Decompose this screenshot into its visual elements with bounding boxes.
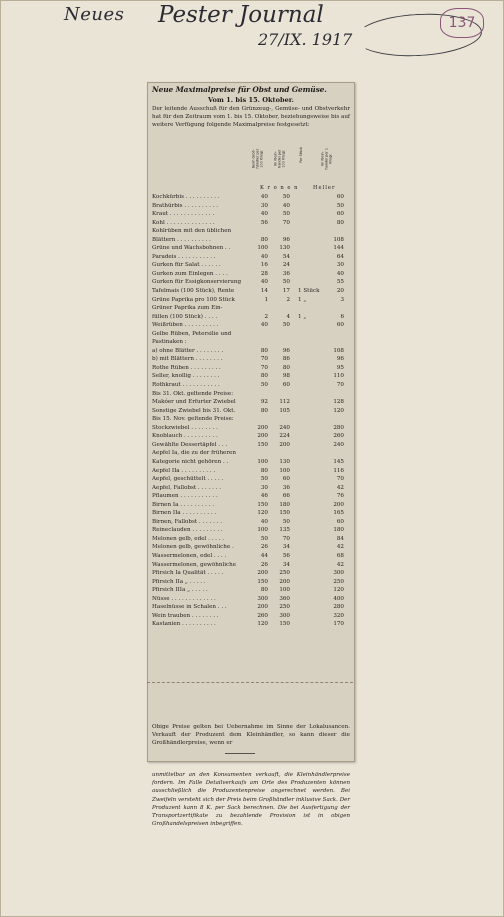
row-label: Kochkürbis . . . . . . . . . . [152,194,220,200]
row-label: Grüne und Wachsbohnen . . [152,245,231,252]
price-wholesale: 30 [260,484,268,491]
price-retail: 300 [279,612,290,619]
table-row [152,270,350,279]
price-retail-kg: 95 [336,364,344,371]
table-row [152,210,350,219]
price-wholesale: 100 [257,527,268,534]
price-retail: 130 [279,245,290,252]
price-retail: 40 [282,202,290,209]
table-row [152,424,350,433]
price-retail-kg: 260 [333,433,344,440]
row-label: Pastinaken : [152,339,187,346]
table-row [152,415,350,424]
price-retail: 70 [282,219,290,226]
table-row [152,193,350,202]
price-retail-kg: 84 [336,535,344,542]
row-label: Wein trauben . . . . . . . . [152,612,219,619]
price-wholesale: 40 [260,211,268,218]
price-retail-kg: 165 [333,510,344,517]
table-row [152,227,350,236]
price-wholesale: 40 [260,518,268,525]
price-retail: 50 [282,211,290,218]
price-retail: 135 [279,527,290,534]
row-label: Birnen, Fallobst . . . . . . . [152,518,223,525]
price-retail-kg: 70 [336,382,344,389]
price-per-piece: 1 „ [298,313,307,320]
column-head-wholesale: Beim Großhändler per 100 Kilogr. [251,148,263,169]
table-row [152,407,350,416]
price-retail: 250 [279,604,290,611]
price-retail-kg: 320 [333,612,344,619]
price-retail-kg: 120 [333,587,344,594]
price-wholesale: 46 [260,493,268,500]
table-row [152,355,350,364]
price-wholesale: 16 [260,262,268,269]
table-row [152,518,350,527]
row-label: Wassermelonen, edel . . . . [152,552,227,559]
price-wholesale: 1 [264,296,268,303]
price-retail-kg: 60 [336,322,344,329]
price-retail: 34 [282,561,290,568]
table-row [152,202,350,211]
row-label: Melonen gelb, edel . . . . . [152,535,225,542]
row-label: Makóer und Erfurter Zwiebel [152,399,236,406]
price-wholesale: 200 [257,604,268,611]
price-per-piece: 1 „ [298,296,307,303]
row-label: b) mit Blättern . . . . . . . . [152,356,223,363]
price-retail: 224 [279,433,290,440]
table-row [152,552,350,561]
row-label: Bis 31. Okt. geltende Preise: [152,390,234,397]
newspaper-clipping [147,82,355,828]
table-row [152,372,350,381]
price-wholesale: 260 [257,612,268,619]
price-retail-kg: 180 [333,527,344,534]
row-label: Knoblauch . . . . . . . . . . [152,433,218,440]
price-retail: 36 [282,270,290,277]
table-row [152,526,350,535]
row-label: Kraut . . . . . . . . . . . . . [152,211,215,218]
price-wholesale: 26 [260,544,268,551]
price-retail-kg: 145 [333,458,344,465]
price-retail-kg: 64 [336,253,344,260]
table-row [152,219,350,228]
row-label: Kohl . . . . . . . . . . . . . . [152,219,215,226]
table-row [152,578,350,587]
price-retail: 105 [279,407,290,414]
row-label: Pfirsich IIa „ . . . . . [152,578,206,585]
row-label: Aepfel IIa . . . . . . . . . . [152,467,216,474]
table-row [152,296,350,305]
row-label: Aepfel Ia, die zu der früheren [152,450,236,457]
price-retail: 200 [279,578,290,585]
price-retail-kg: 60 [336,194,344,200]
price-wholesale: 80 [260,236,268,243]
price-wholesale: 200 [257,570,268,577]
price-per-piece: 1 Stück [298,288,320,295]
row-label: Gurken für Essigkonservierung [152,279,242,286]
price-retail-kg: 200 [333,501,344,508]
price-retail-kg: 120 [333,407,344,414]
price-retail-kg: 50 [336,202,344,209]
price-wholesale: 100 [257,458,268,465]
price-wholesale: 200 [257,424,268,431]
table-row [152,612,350,621]
table-row [152,475,350,484]
table-row [152,287,350,296]
article-continuation: unmittelbar an den Konsumenten verkauft, die Kleinhändlerpreise fordern. Im Falle Detailverkaufs am Orte des Produzenten können ausschließlich die Produzentenpreise angerechnet werden. Bei Zweifeln versteht sich der Preis beim Großhändler inklusive Sack. Der Produzent kann 8 K. per Sack berechnen. Die bei Ausfertigung der Transportzertifikate zu bezahlende Provision ist in obigen Großhandelspreisen inbegriffen. [152,772,350,828]
price-wholesale: 80 [260,407,268,414]
price-wholesale: 92 [260,399,268,406]
row-label: Weißrüben . . . . . . . . . . [152,322,219,329]
table-row [152,449,350,458]
row-label: Gurken für Salat . . . . . . [152,262,221,269]
price-wholesale: 2 [264,313,268,320]
price-retail-kg: 128 [333,399,344,406]
price-retail: 4 [286,313,290,320]
price-retail-kg: 108 [333,347,344,354]
table-row [152,535,350,544]
row-label: Kastanien . . . . . . . . . . [152,621,216,628]
stamp-number: 137 [448,15,476,31]
table-row [152,313,350,322]
price-retail: 54 [282,253,290,260]
row-label: Brathürbis . . . . . . . . . . [152,202,219,209]
price-retail-kg: 110 [333,373,344,380]
price-retail: 60 [282,476,290,483]
price-wholesale: 40 [260,279,268,286]
price-retail-kg: 42 [336,544,344,551]
price-wholesale: 150 [257,501,268,508]
price-table [152,193,350,629]
price-wholesale: 100 [257,245,268,252]
price-retail: 100 [279,467,290,474]
row-label: Nüsse . . . . . . . . . . . . . [152,595,216,602]
handwritten-note-left: Neues [64,4,125,25]
clipping-join-line [147,682,353,761]
article-subhead: Vom 1. bis 15. Oktober. [208,96,294,104]
price-retail-kg: 42 [336,484,344,491]
price-retail: 60 [282,382,290,389]
price-retail-kg: 55 [336,279,344,286]
price-wholesale: 40 [260,194,268,200]
row-label: Pfirsich IIIa „ . . . . . [152,587,208,594]
price-retail: 200 [279,441,290,448]
column-head-per-piece: Per Stück [299,146,304,163]
price-wholesale: 150 [257,441,268,448]
price-wholesale: 70 [260,364,268,371]
row-label: Pfirsich Ia Qualität . . . . . [152,570,224,577]
price-wholesale: 30 [260,202,268,209]
price-retail: 360 [279,595,290,602]
row-label: Gelbe Rüben, Petersilie und [152,330,232,337]
price-wholesale: 120 [257,621,268,628]
price-retail-kg: 280 [333,424,344,431]
price-retail: 17 [282,288,290,295]
handwritten-newspaper-title: Pester Journal [158,2,324,28]
price-retail-kg: 240 [333,441,344,448]
table-row [152,304,350,313]
column-head-retail-kg: Im Kleinhandel per 1 Kilogr. [320,147,332,170]
price-retail: 50 [282,518,290,525]
handwritten-date: 27/IX. 1917 [258,30,353,49]
row-label: a) ohne Blätter . . . . . . . . [152,347,224,354]
row-label: Rothkraut . . . . . . . . . . . [152,382,220,389]
price-retail-kg: 76 [336,493,344,500]
article-outro: Obige Preise gelten bei Uebernahme im Sinne der Lokalusancen. Verkauft der Produzent dem Kleinhändler, so kann dieser die Großhändlerpreise, wenn er [152,724,350,747]
row-label: Aepfel, geschüttelt . . . . . [152,476,224,483]
price-retail: 70 [282,535,290,542]
table-row [152,484,350,493]
price-retail-kg: 60 [336,211,344,218]
row-label: Bis 15. Nov. geltende Preise: [152,416,234,423]
price-retail: 66 [282,493,290,500]
price-retail-kg: 108 [333,236,344,243]
table-row [152,586,350,595]
table-row [152,390,350,399]
price-retail-kg: 20 [336,288,344,295]
price-wholesale: 150 [257,578,268,585]
price-wholesale: 40 [260,322,268,329]
price-retail: 130 [279,458,290,465]
price-wholesale: 300 [257,595,268,602]
price-retail-kg: 300 [333,570,344,577]
price-retail: 86 [282,356,290,363]
table-row [152,278,350,287]
end-rule [225,753,255,754]
row-label: füllen (100 Stück) . . . . [152,313,218,320]
price-retail-kg: 116 [333,467,344,474]
price-retail-kg: 40 [336,270,344,277]
column-head-retail: Im Kleinhandel per 100 Kilogr. [273,149,285,168]
price-wholesale: 80 [260,347,268,354]
row-label: Grüner Paprika zum Ein- [152,305,223,312]
table-row [152,509,350,518]
table-row [152,244,350,253]
price-retail: 34 [282,544,290,551]
price-wholesale: 50 [260,382,268,389]
price-retail: 96 [282,347,290,354]
table-row [152,501,350,510]
price-wholesale: 28 [260,270,268,277]
row-label: Aepfel, Fallobst . . . . . . . [152,484,222,491]
table-row [152,330,350,339]
table-row [152,543,350,552]
row-label: Tafelmais (100 Stück), Rente [152,288,235,295]
price-retail-kg: 42 [336,561,344,568]
price-wholesale: 80 [260,373,268,380]
price-retail: 98 [282,373,290,380]
price-retail: 50 [282,279,290,286]
price-wholesale: 120 [257,510,268,517]
table-row [152,338,350,347]
table-row [152,261,350,270]
price-retail: 250 [279,570,290,577]
price-wholesale: 50 [260,535,268,542]
row-label: Kohlrüben mit den üblichen [152,228,232,235]
price-retail: 150 [279,510,290,517]
price-retail: 80 [282,364,290,371]
article-intro: Der leitende Ausschuß für den Grünzeug-, Gemüse- und Obstverkehr hat für den Zeitraum vom 1. bis 15. Oktober, beziehungsweise bis auf weitere Verfügung folgende Maximalpreise festgesetzt: [152,106,350,129]
price-wholesale: 14 [260,288,268,295]
table-row [152,467,350,476]
price-retail-kg: 250 [333,578,344,585]
table-row [152,569,350,578]
table-row [152,364,350,373]
table-row [152,595,350,604]
row-label: Birnen IIa . . . . . . . . . . [152,510,217,517]
row-label: Gurken zum Einlegen . . . . [152,270,228,277]
row-label: Grüne Paprika pro 100 Stück [152,296,235,303]
price-retail-kg: 80 [336,219,344,226]
price-retail: 150 [279,621,290,628]
table-row [152,620,350,629]
price-wholesale: 26 [260,561,268,568]
price-wholesale: 70 [260,356,268,363]
row-label: Kategorie nicht gehören . . [152,458,229,465]
price-wholesale: 56 [260,219,268,226]
table-row [152,347,350,356]
price-wholesale: 50 [260,476,268,483]
price-retail-kg: 170 [333,621,344,628]
price-wholesale: 40 [260,253,268,260]
table-row [152,432,350,441]
price-retail: 112 [279,399,290,406]
price-retail: 180 [279,501,290,508]
table-row [152,458,350,467]
price-retail: 240 [279,424,290,431]
price-retail-kg: 60 [336,518,344,525]
row-label: Wassermelonen, gewöhnliche [152,561,237,568]
price-retail-kg: 144 [333,245,344,252]
table-row [152,603,350,612]
row-label: Rothe Rüben . . . . . . . . . [152,364,221,371]
price-retail: 56 [282,552,290,559]
price-retail: 50 [282,322,290,329]
price-retail-kg: 96 [336,356,344,363]
article-headline: Neue Maximalpreise für Obst und Gemüse. [152,85,327,94]
table-row [152,398,350,407]
price-retail-kg: 400 [333,595,344,602]
table-row [152,381,350,390]
unit-heller: Heller [313,185,336,191]
price-retail: 50 [282,194,290,200]
table-row [152,236,350,245]
table-row [152,561,350,570]
price-retail: 100 [279,587,290,594]
price-retail-kg: 6 [340,313,344,320]
table-row [152,492,350,501]
price-wholesale: 80 [260,587,268,594]
row-label: Haselnüsse in Schalen . . . [152,604,227,611]
row-label: Birnen Ia . . . . . . . . . . [152,501,214,508]
price-retail: 36 [282,484,290,491]
price-retail-kg: 280 [333,604,344,611]
row-label: Gewählte Dessertäpfel . . . [152,441,228,448]
row-label: Melonen gelb, gewöhnliche . [152,544,234,551]
table-row [152,441,350,450]
price-retail-kg: 70 [336,476,344,483]
row-label: Sonstige Zwiebel bis 31. Okt. [152,407,236,414]
price-wholesale: 80 [260,467,268,474]
price-retail-kg: 30 [336,262,344,269]
row-label: Reineclauden . . . . . . . . . [152,527,223,534]
archive-number-stamp [440,8,484,38]
table-row [152,253,350,262]
price-retail: 96 [282,236,290,243]
price-retail-kg: 68 [336,552,344,559]
price-retail-kg: 3 [340,296,344,303]
table-row [152,321,350,330]
row-label: Blättern . . . . . . . . . . [152,236,211,243]
price-retail: 24 [282,262,290,269]
row-label: Stockzwiebel . . . . . . . . [152,424,218,431]
row-label: Paradeis . . . . . . . . . . . [152,253,216,260]
price-wholesale: 200 [257,433,268,440]
price-wholesale: 44 [260,552,268,559]
row-label: Seller, knollig . . . . . . . . [152,373,220,380]
price-retail: 2 [286,296,290,303]
unit-kronen: K r o n e n [260,185,299,191]
row-label: Pflaumen . . . . . . . . . . . [152,493,218,500]
